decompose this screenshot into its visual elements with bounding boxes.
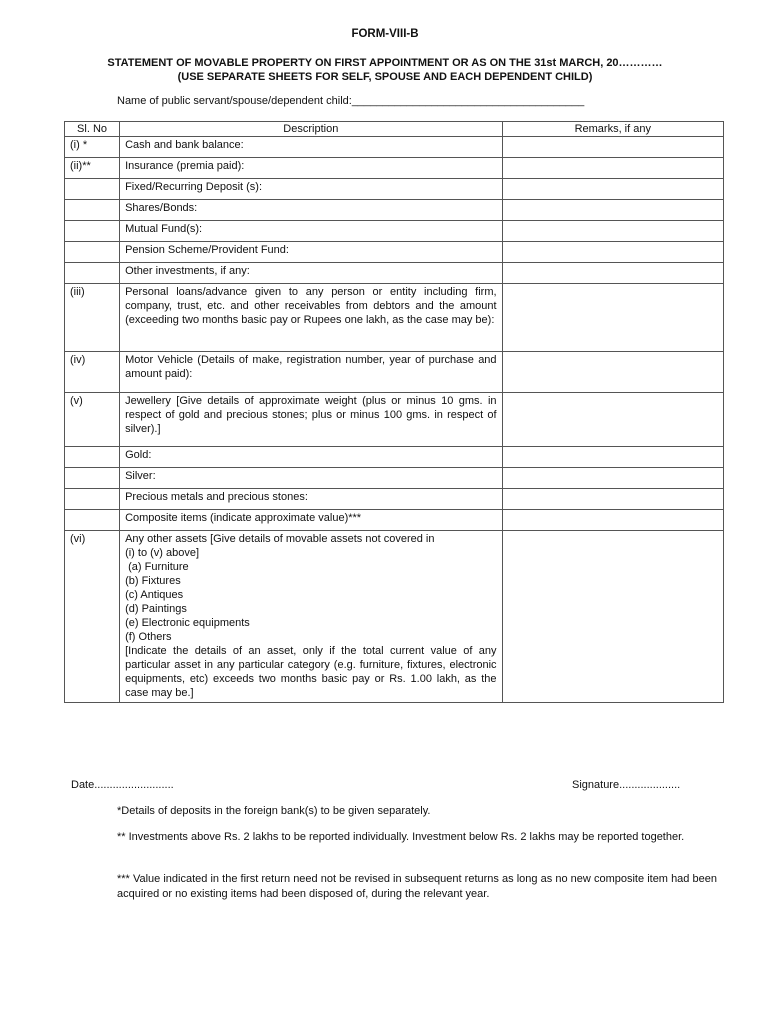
remarks-cell[interactable] [502, 137, 723, 158]
statement-title-line: STATEMENT OF MOVABLE PROPERTY ON FIRST APPOINTMENT OR AS ON THE 31st MARCH, 20………… [107, 57, 663, 69]
table-row [65, 352, 724, 393]
table-header-row [65, 122, 724, 137]
name-field[interactable]: Name of public servant/spouse/dependent child:______________________________________ [117, 95, 585, 107]
table-row [65, 158, 724, 179]
table-row-other-assets [65, 531, 724, 703]
sl-cell [65, 263, 120, 284]
remarks-cell[interactable] [502, 221, 723, 242]
sl-cell [65, 489, 120, 510]
property-table [64, 121, 724, 703]
table-row [65, 489, 724, 510]
table-row [65, 393, 724, 447]
description-cell: Silver: [120, 468, 502, 489]
description-cell: Fixed/Recurring Deposit (s): [120, 179, 502, 200]
statement-title [0, 56, 770, 84]
description-cell: Cash and bank balance: [120, 137, 502, 158]
remarks-cell[interactable] [502, 263, 723, 284]
sl-cell: (v) [65, 393, 120, 447]
table-row [65, 510, 724, 531]
table-row [65, 468, 724, 489]
description-cell: Gold: [120, 447, 502, 468]
remarks-cell[interactable] [502, 489, 723, 510]
asset-category-others: (f) Others [125, 631, 172, 643]
sl-cell [65, 468, 120, 489]
signature-field[interactable]: Signature.................... [572, 779, 681, 791]
sl-cell: (iv) [65, 352, 120, 393]
sl-cell [65, 179, 120, 200]
statement-subtitle: (USE SEPARATE SHEETS FOR SELF, SPOUSE AND EACH DEPENDENT CHILD) [177, 71, 593, 83]
remarks-cell[interactable] [502, 158, 723, 179]
description-cell: Insurance (premia paid): [120, 158, 502, 179]
description-cell: Pension Scheme/Provident Fund: [120, 242, 502, 263]
description-cell: Jewellery [Give details of approximate weight (plus or minus 10 gms. in respect of gold and precious stones; plus or minus 100 gms. in respect of silver).] [120, 393, 502, 447]
description-cell: Mutual Fund(s): [120, 221, 502, 242]
footnote-foreign-deposits: *Details of deposits in the foreign bank(s) to be given separately. [117, 805, 431, 817]
description-cell: Motor Vehicle (Details of make, registration number, year of purchase and amount paid): [120, 352, 502, 393]
other-assets-line: (i) to (v) above] [125, 547, 200, 559]
sl-cell [65, 447, 120, 468]
remarks-cell[interactable] [502, 531, 723, 703]
asset-category-antiques: (c) Antiques [125, 589, 184, 601]
header-sl-no: Sl. No [65, 122, 120, 137]
sl-cell: (iii) [65, 284, 120, 352]
remarks-cell[interactable] [502, 179, 723, 200]
table-row [65, 284, 724, 352]
table-row [65, 242, 724, 263]
remarks-cell[interactable] [502, 284, 723, 352]
footnote-composite-items: *** Value indicated in the first return need not be revised in subsequent returns as long as no new composite item had been acquired or no existing items had been disposed of, during the relevant year. [117, 873, 717, 900]
description-cell [120, 531, 502, 703]
description-cell: Personal loans/advance given to any person or entity including firm, company, trust, etc. and other receivables from debtors and the amount (exceeding two months basic pay or Rupees one lakh, as the case may be): [120, 284, 502, 352]
remarks-cell[interactable] [502, 242, 723, 263]
table-row [65, 447, 724, 468]
description-cell: Shares/Bonds: [120, 200, 502, 221]
table-row [65, 263, 724, 284]
sl-cell: (vi) [65, 531, 120, 703]
header-description: Description [120, 122, 502, 137]
sl-cell [65, 200, 120, 221]
remarks-cell[interactable] [502, 447, 723, 468]
asset-category-fixtures: (b) Fixtures [125, 575, 181, 587]
description-cell: Composite items (indicate approximate value)*** [120, 510, 502, 531]
sl-cell [65, 242, 120, 263]
asset-category-paintings: (d) Paintings [125, 603, 187, 615]
table-row [65, 179, 724, 200]
footnote-investments: ** Investments above Rs. 2 lakhs to be reported individually. Investment below Rs. 2 lakhs may be reported together. [117, 831, 685, 843]
other-assets-note: [Indicate the details of an asset, only if the total current value of any particular asset in any particular category (e.g. furniture, fixtures, electronic equipments, etc) exceeds two months basic pay or Rs. 1.00 lakh, as the case may be.] [125, 645, 497, 699]
sl-cell [65, 221, 120, 242]
description-cell: Precious metals and precious stones: [120, 489, 502, 510]
remarks-cell[interactable] [502, 200, 723, 221]
remarks-cell[interactable] [502, 510, 723, 531]
table-row [65, 200, 724, 221]
remarks-cell[interactable] [502, 393, 723, 447]
remarks-cell[interactable] [502, 468, 723, 489]
sl-cell: (ii)** [65, 158, 120, 179]
form-title: FORM-VIII-B [351, 28, 419, 40]
remarks-cell[interactable] [502, 352, 723, 393]
table-row [65, 221, 724, 242]
asset-category-electronics: (e) Electronic equipments [125, 617, 250, 629]
date-field[interactable]: Date.......................... [71, 779, 174, 791]
asset-category-furniture: (a) Furniture [125, 561, 189, 573]
table-row [65, 137, 724, 158]
other-assets-line: Any other assets [Give details of movable assets not covered in [125, 533, 435, 545]
sl-cell: (i) * [65, 137, 120, 158]
sl-cell [65, 510, 120, 531]
header-remarks: Remarks, if any [502, 122, 723, 137]
description-cell: Other investments, if any: [120, 263, 502, 284]
